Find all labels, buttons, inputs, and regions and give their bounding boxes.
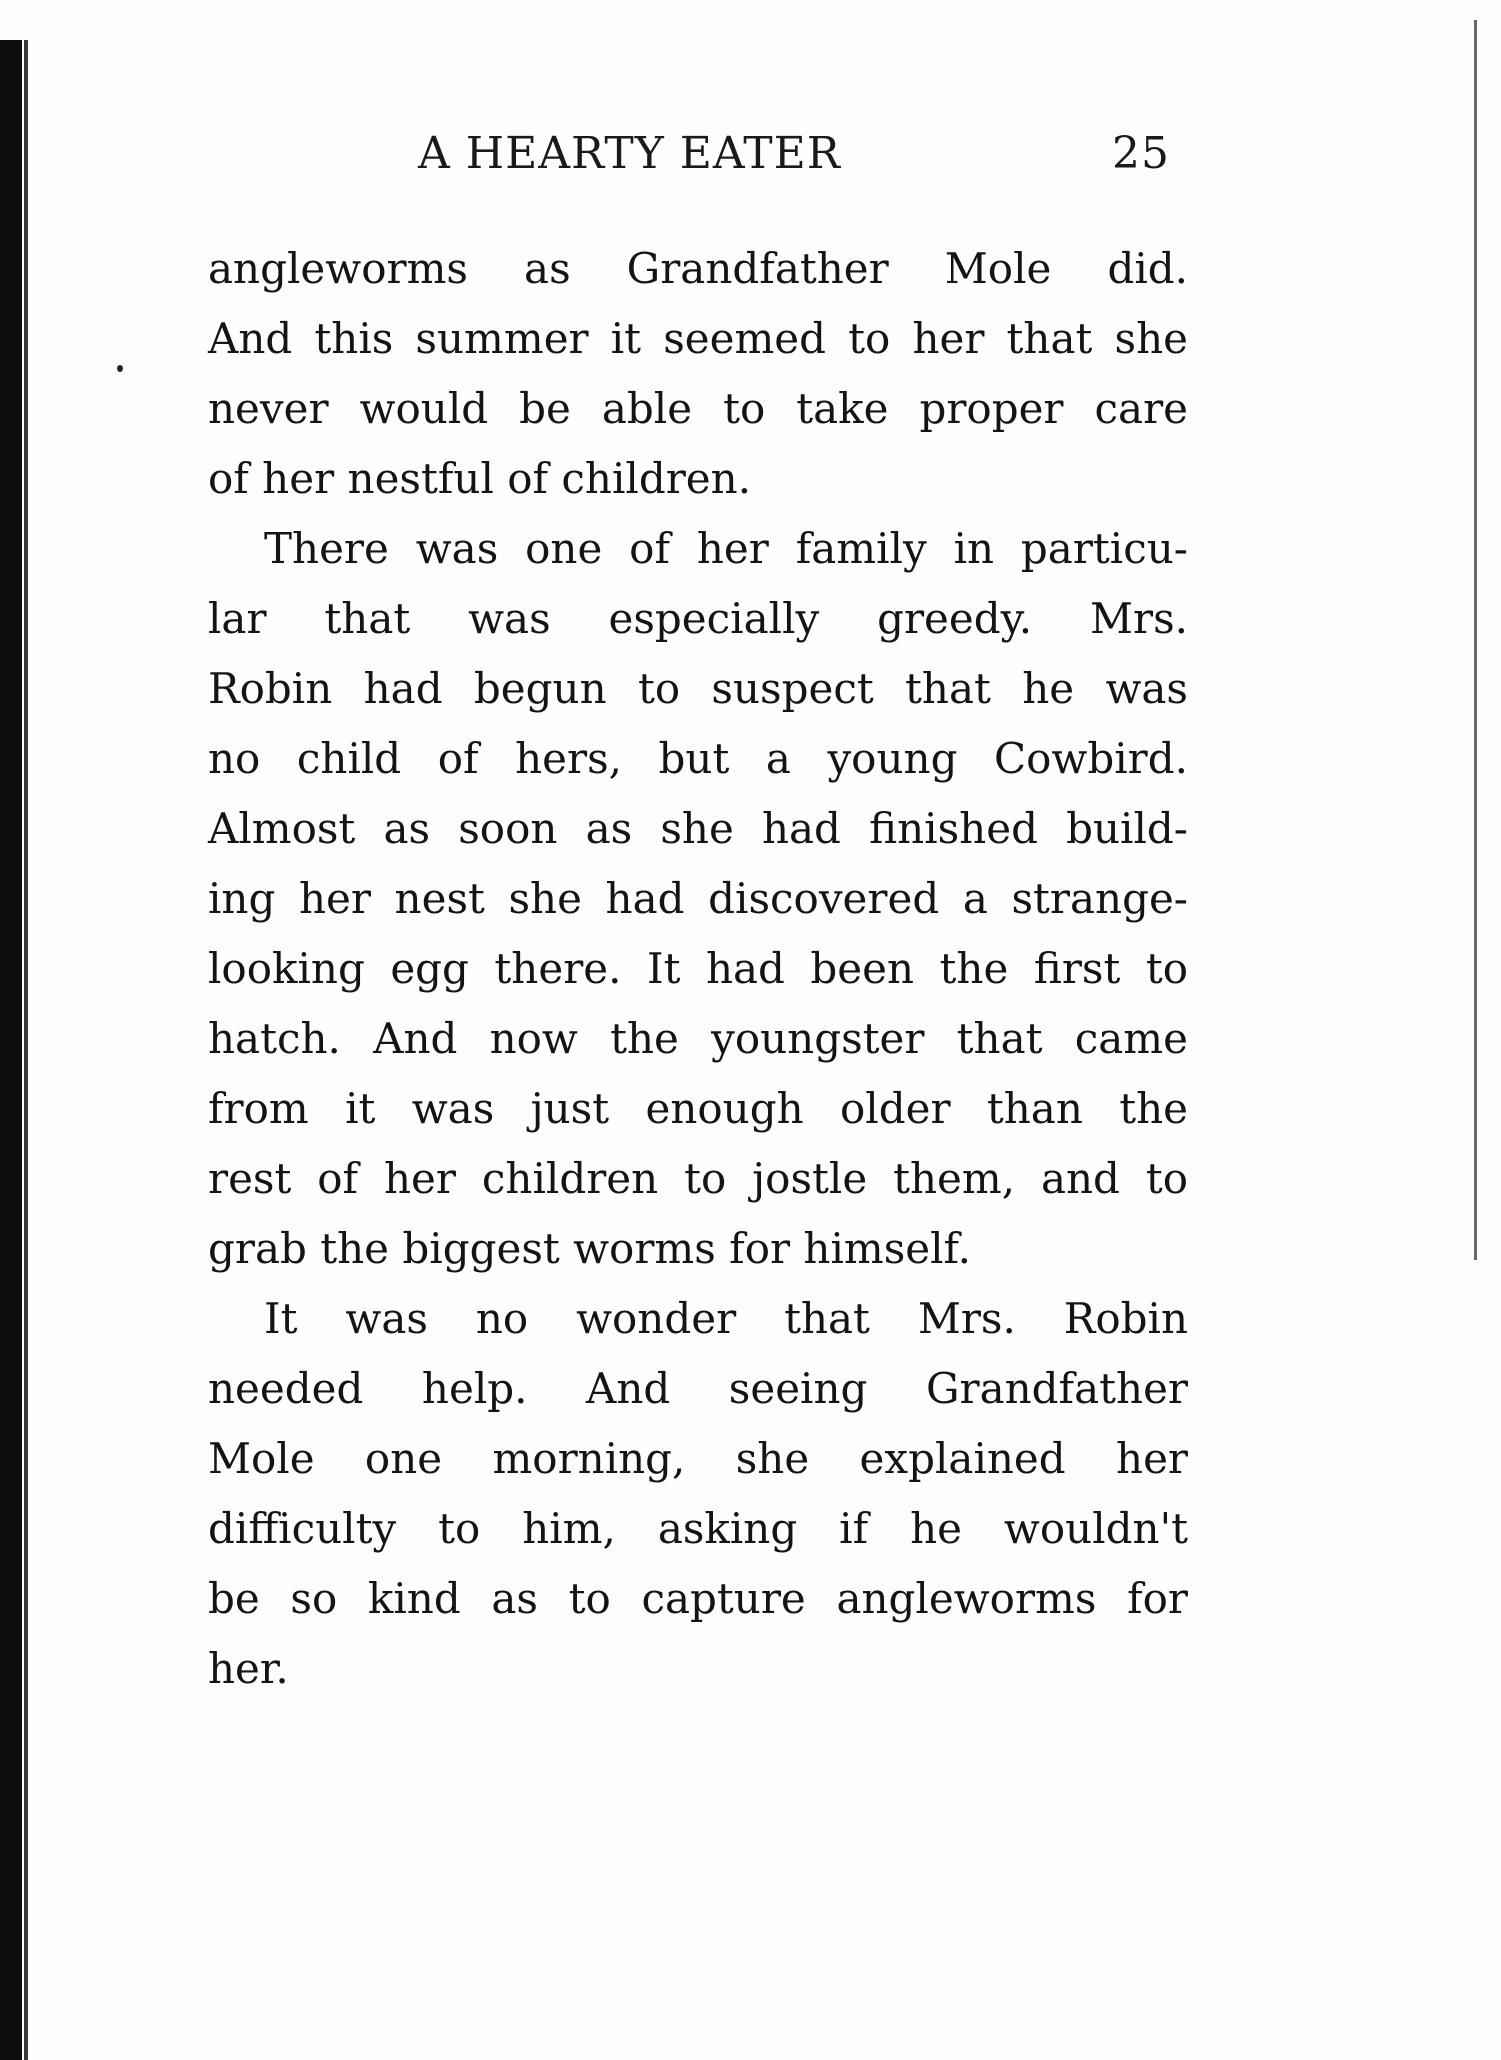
text-line: And this summer it seemed to her that she xyxy=(208,314,1188,363)
binding-edge-shadow xyxy=(24,40,28,2060)
text-line: no child of hers, but a young Cowbird. xyxy=(208,734,1188,783)
text-line: difficulty to him, asking if he wouldn't xyxy=(208,1504,1188,1553)
text-line: looking egg there. It had been the first to xyxy=(208,944,1188,993)
text-line: her. xyxy=(208,1644,289,1693)
text-line: lar that was especially greedy. Mrs. xyxy=(208,594,1188,643)
text-line: never would be able to take proper care xyxy=(208,384,1188,433)
text-line: Mole one morning, she explained her xyxy=(208,1434,1188,1483)
text-line: angleworms as Grandfather Mole did. xyxy=(208,244,1188,293)
page-header xyxy=(400,128,1170,188)
text-line: Robin had begun to suspect that he was xyxy=(208,664,1188,713)
text-line: ing her nest she had discovered a strange- xyxy=(208,874,1188,923)
page-edge-line xyxy=(1474,20,1477,1260)
text-line: from it was just enough older than the xyxy=(208,1084,1188,1133)
text-line: It was no wonder that Mrs. Robin xyxy=(264,1294,1188,1343)
text-line: rest of her children to jostle them, and to xyxy=(208,1154,1188,1203)
running-head: A HEARTY EATER xyxy=(418,128,841,179)
text-line: needed help. And seeing Grandfather xyxy=(208,1364,1188,1413)
binding-edge xyxy=(0,40,22,2060)
text-line: be so kind as to capture angleworms for xyxy=(208,1574,1188,1623)
text-line: of her nestful of children. xyxy=(208,454,752,503)
text-line: grab the biggest worms for himself. xyxy=(208,1224,971,1273)
text-line: hatch. And now the youngster that came xyxy=(208,1014,1188,1063)
text-line: There was one of her family in particu- xyxy=(264,524,1188,573)
body-text xyxy=(208,234,1188,1704)
ink-speck xyxy=(117,365,123,372)
text-line: Almost as soon as she had finished build- xyxy=(208,804,1188,853)
page-number: 25 xyxy=(1112,128,1170,179)
